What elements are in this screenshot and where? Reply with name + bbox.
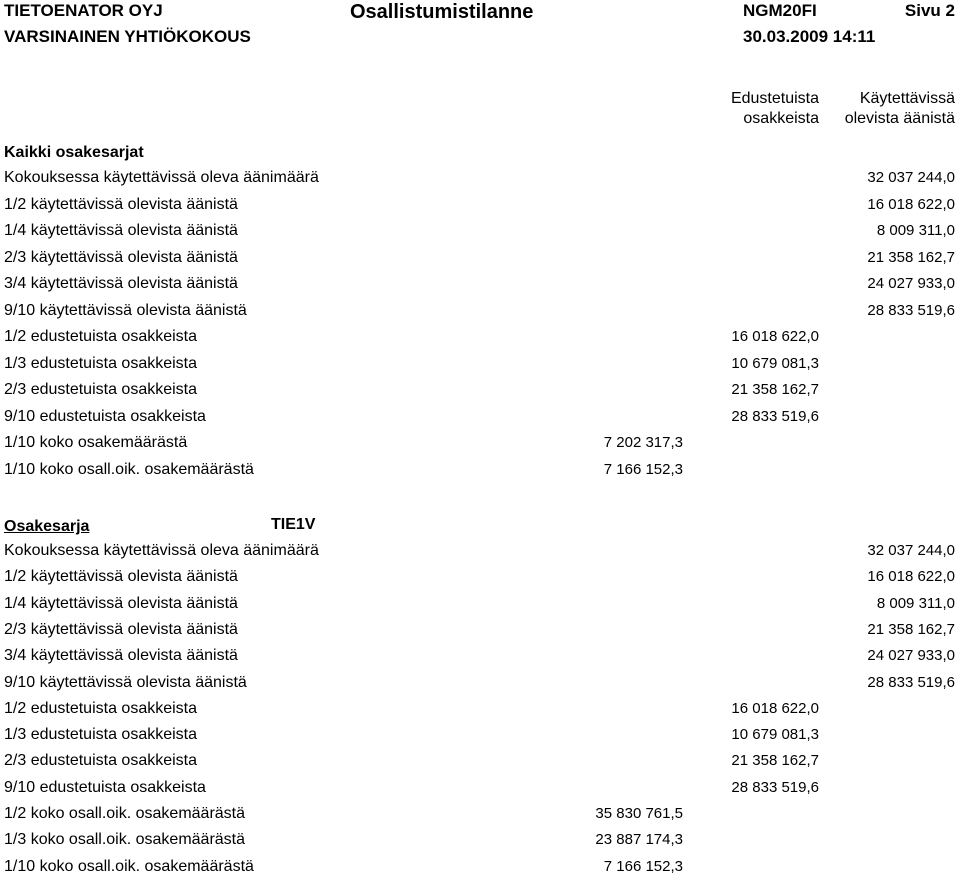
row-label: 1/2 koko osall.oik. osakemäärästä xyxy=(4,805,246,822)
row-label: 1/3 koko osall.oik. osakemäärästä xyxy=(4,831,246,849)
value-represented-shares: 21 358 162,7 xyxy=(731,752,819,770)
value-usable-votes: 32 037 244,0 xyxy=(867,542,955,559)
row-label: 1/4 käytettävissä olevista äänistä xyxy=(4,594,238,612)
value-total-shares: 7 166 152,3 xyxy=(603,857,683,875)
column-header-represented-line1: Edustetuista xyxy=(730,90,819,107)
section-title-all-series: Kaikki osakesarjat xyxy=(4,144,144,161)
value-total-shares: 7 202 317,3 xyxy=(603,434,683,451)
table-row xyxy=(0,433,960,459)
value-usable-votes: 28 833 519,6 xyxy=(867,301,955,319)
row-label: 1/10 koko osall.oik. osakemäärästä xyxy=(4,460,254,478)
value-represented-shares: 21 358 162,7 xyxy=(731,381,819,398)
row-label: 1/2 käytettävissä olevista äänistä xyxy=(4,568,238,586)
page-title: Osallistumistilanne xyxy=(350,1,534,23)
row-label: 9/10 edustetuista osakkeista xyxy=(4,778,206,796)
table-row xyxy=(0,407,960,433)
value-usable-votes: 21 358 162,7 xyxy=(867,248,955,266)
row-label: 1/2 edustetuista osakkeista xyxy=(4,699,198,717)
value-usable-votes: 16 018 622,0 xyxy=(867,568,955,586)
value-total-shares: 23 887 174,3 xyxy=(595,831,683,849)
column-header-usable-line2: olevista äänistä xyxy=(844,110,955,127)
value-total-shares: 7 166 152,3 xyxy=(603,460,683,478)
section-title-share-series: Osakesarja xyxy=(4,518,90,535)
share-series-code: TIE1V xyxy=(271,516,316,533)
table-row xyxy=(0,274,960,300)
table-row xyxy=(0,857,960,883)
column-header-usable-line1: Käytettävissä xyxy=(859,90,955,107)
row-label: 1/3 edustetuista osakkeista xyxy=(4,354,198,372)
table-row xyxy=(0,354,960,380)
row-label: 1/4 käytettävissä olevista äänistä xyxy=(4,222,238,239)
table-row xyxy=(0,699,960,725)
table-row xyxy=(0,673,960,699)
table-row xyxy=(0,195,960,221)
value-usable-votes: 24 027 933,0 xyxy=(867,647,955,665)
table-row xyxy=(0,168,960,194)
row-label: 1/10 koko osall.oik. osakemäärästä xyxy=(4,857,254,875)
report-code: NGM20FI xyxy=(743,1,817,20)
value-represented-shares: 28 833 519,6 xyxy=(731,778,819,796)
value-represented-shares: 16 018 622,0 xyxy=(731,328,819,345)
table-row xyxy=(0,301,960,327)
row-label: 1/3 edustetuista osakkeista xyxy=(4,726,198,744)
meeting-name: VARSINAINEN YHTIÖKOKOUS xyxy=(4,27,251,46)
value-usable-votes: 21 358 162,7 xyxy=(867,620,955,638)
table-row xyxy=(0,541,960,567)
table-row xyxy=(0,778,960,804)
row-label: 1/2 edustetuista osakkeista xyxy=(4,328,198,345)
table-row xyxy=(0,725,960,751)
row-label: 2/3 käytettävissä olevista äänistä xyxy=(4,620,238,638)
row-label: 9/10 edustetuista osakkeista xyxy=(4,407,206,425)
row-label: Kokouksessa käytettävissä oleva äänimäärä xyxy=(4,169,319,186)
table-row xyxy=(0,221,960,247)
row-label: 2/3 edustetuista osakkeista xyxy=(4,752,198,770)
page-number: Sivu 2 xyxy=(904,1,955,20)
company-name: TIETOENATOR OYJ xyxy=(4,1,163,20)
table-row xyxy=(0,567,960,593)
value-represented-shares: 10 679 081,3 xyxy=(731,726,819,744)
value-usable-votes: 16 018 622,0 xyxy=(867,195,955,213)
row-label: 1/10 koko osakemäärästä xyxy=(4,434,188,451)
table-row xyxy=(0,751,960,777)
table-row xyxy=(0,327,960,353)
row-label: Kokouksessa käytettävissä oleva äänimäärä xyxy=(4,542,319,559)
value-usable-votes: 24 027 933,0 xyxy=(867,275,955,292)
row-label: 2/3 edustetuista osakkeista xyxy=(4,381,198,398)
value-usable-votes: 32 037 244,0 xyxy=(867,169,955,186)
value-represented-shares: 16 018 622,0 xyxy=(731,699,819,717)
value-represented-shares: 28 833 519,6 xyxy=(731,407,819,425)
table-row xyxy=(0,620,960,646)
row-label: 3/4 käytettävissä olevista äänistä xyxy=(4,275,238,292)
column-header-usable-votes xyxy=(845,89,955,129)
row-label: 3/4 käytettävissä olevista äänistä xyxy=(4,647,238,665)
table-row xyxy=(0,248,960,274)
table-row xyxy=(0,830,960,856)
report-datetime: 30.03.2009 14:11 xyxy=(743,27,876,46)
row-label: 1/2 käytettävissä olevista äänistä xyxy=(4,195,238,213)
value-usable-votes: 8 009 311,0 xyxy=(876,594,955,612)
value-usable-votes: 28 833 519,6 xyxy=(867,673,955,691)
column-header-represented-line2: osakkeista xyxy=(743,110,819,127)
value-represented-shares: 10 679 081,3 xyxy=(731,354,819,372)
table-row xyxy=(0,594,960,620)
column-header-represented xyxy=(731,89,819,129)
table-row xyxy=(0,646,960,672)
value-usable-votes: 8 009 311,0 xyxy=(876,222,955,239)
value-total-shares: 35 830 761,5 xyxy=(595,805,683,822)
table-row xyxy=(0,380,960,406)
row-label: 9/10 käytettävissä olevista äänistä xyxy=(4,301,247,319)
row-label: 2/3 käytettävissä olevista äänistä xyxy=(4,248,238,266)
table-row xyxy=(0,804,960,830)
row-label: 9/10 käytettävissä olevista äänistä xyxy=(4,673,247,691)
table-row xyxy=(0,460,960,486)
